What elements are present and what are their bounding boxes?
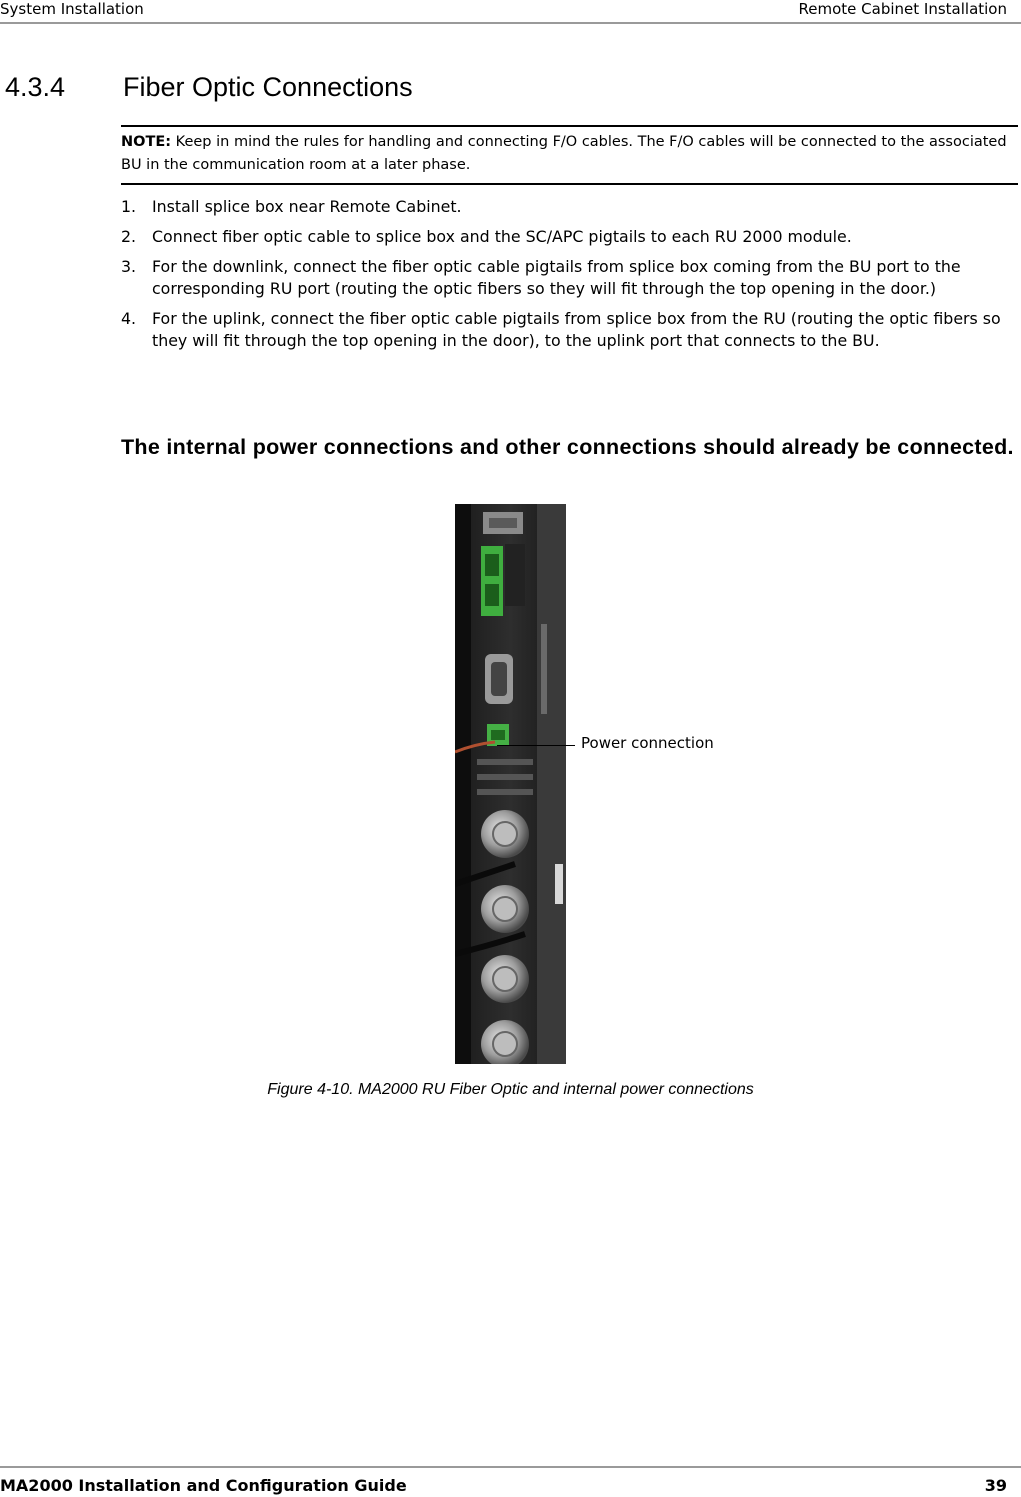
page-header <box>0 0 1021 24</box>
step-item <box>121 308 1021 352</box>
footer-guide-title: MA2000 Installation and Configuration Guide <box>0 1476 407 1495</box>
note-text: Keep in mind the rules for handling and connecting F/O cables. The F/O cables will be connected to the associated BU in the communication room at a later phase. <box>121 134 1007 173</box>
header-chapter: System Installation <box>0 0 144 18</box>
callout-leader-line <box>497 745 575 746</box>
step-item <box>121 256 1021 300</box>
installation-steps <box>121 196 1021 360</box>
step-item <box>121 226 1021 248</box>
note-label: NOTE: <box>121 134 172 150</box>
page-footer <box>0 1466 1021 1495</box>
note-box <box>121 125 1018 185</box>
ru-module-illustration <box>455 504 566 1064</box>
step-text: Install splice box near Remote Cabinet. <box>152 197 462 216</box>
step-number: 1. <box>121 197 137 216</box>
step-item <box>121 196 1021 218</box>
step-text: For the uplink, connect the fiber optic cable pigtails from splice box from the RU (routing the optic fibers so they will fit through the top opening in the door), to the uplink port that connects to the BU. <box>152 309 1001 350</box>
section-heading <box>5 72 413 103</box>
step-text: For the downlink, connect the fiber optic cable pigtails from splice box coming from the BU port to the corresponding RU port (routing the optic fibers so they will fit through the top opening in the door.) <box>152 257 961 298</box>
step-number: 3. <box>121 257 137 276</box>
figure-caption: Figure 4-10. MA2000 RU Fiber Optic and internal power connections <box>267 1081 754 1098</box>
header-section: Remote Cabinet Installation <box>798 0 1007 18</box>
ru-module-photo <box>455 504 566 1064</box>
connections-notice: The internal power connections and other connections should already be connected. <box>121 435 1014 459</box>
page-number: 39 <box>984 1476 1007 1495</box>
step-number: 2. <box>121 227 137 246</box>
section-number: 4.3.4 <box>5 72 66 102</box>
power-connection-label: Power connection <box>581 734 714 752</box>
step-number: 4. <box>121 309 137 328</box>
step-text: Connect fiber optic cable to splice box and the SC/APC pigtails to each RU 2000 module. <box>152 227 852 246</box>
section-title: Fiber Optic Connections <box>123 72 413 102</box>
